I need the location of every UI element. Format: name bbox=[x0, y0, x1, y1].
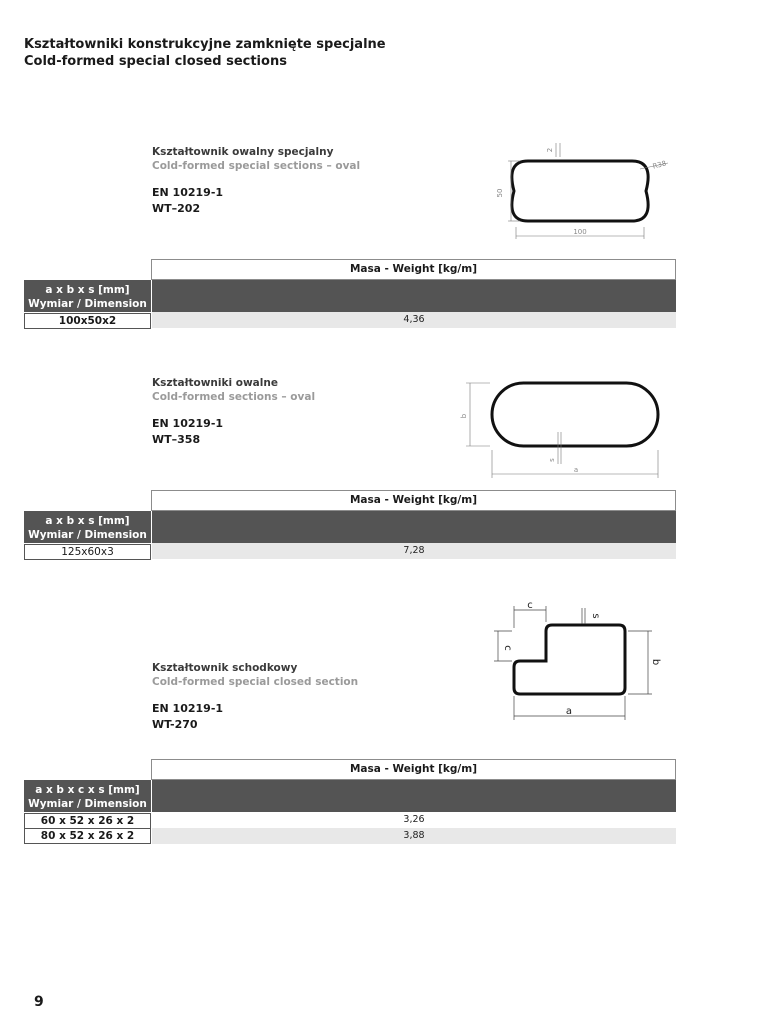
section-1-dim-w: 100 bbox=[573, 228, 587, 236]
section-3-row-2-dim: 80 x 52 x 26 x 2 bbox=[24, 828, 151, 844]
section-2-dim-label-2: Wymiar / Dimension bbox=[28, 529, 147, 541]
section-3-row-2-weight: 3,88 bbox=[152, 828, 676, 844]
title-polish: Kształtowniki konstrukcyjne zamknięte specjalne bbox=[24, 37, 386, 52]
section-1-dim-h: 50 bbox=[496, 188, 504, 198]
section-2-table-header: Masa - Weight [kg/m] bbox=[151, 490, 676, 511]
section-3-row-1-dim: 60 x 52 x 26 x 2 bbox=[24, 813, 151, 829]
section-3-table-header: Masa - Weight [kg/m] bbox=[151, 759, 676, 780]
section-2-header-band bbox=[152, 511, 676, 543]
section-3-drawing bbox=[490, 598, 670, 722]
section-3-dim-a: a bbox=[565, 706, 573, 717]
section-3-dim-label-2: Wymiar / Dimension bbox=[28, 798, 147, 810]
section-3-dim-c-top: c bbox=[527, 600, 533, 611]
section-1-name-en: Cold-formed special sections – oval bbox=[152, 160, 361, 172]
section-1-row-dim: 100x50x2 bbox=[24, 313, 151, 329]
section-2-description bbox=[152, 376, 315, 448]
section-1-dim-label bbox=[24, 280, 151, 312]
section-2-dim-b: b bbox=[460, 413, 468, 419]
section-1-dim-s: 2 bbox=[546, 147, 554, 153]
section-2-dim-a: a bbox=[573, 466, 579, 474]
section-1-header-band bbox=[152, 280, 676, 312]
section-3-dim-s: s bbox=[590, 613, 601, 619]
section-2-name-pl: Kształtowniki owalne bbox=[152, 377, 278, 389]
section-2-name-en: Cold-formed sections – oval bbox=[152, 391, 316, 403]
section-3-row-1-weight: 3,26 bbox=[403, 814, 425, 825]
section-3-description bbox=[152, 661, 358, 733]
section-2-standard: EN 10219-1 bbox=[152, 417, 224, 430]
section-1-dim-label-2: Wymiar / Dimension bbox=[28, 298, 147, 310]
section-1-description bbox=[152, 145, 360, 217]
section-2-row-dim: 125x60x3 bbox=[24, 544, 151, 560]
section-2-dim-s: s bbox=[548, 458, 556, 462]
section-2-row-weight: 7,28 bbox=[152, 543, 676, 559]
section-3-header-band bbox=[152, 780, 676, 812]
section-3-name-pl: Kształtownik schodkowy bbox=[152, 662, 298, 674]
section-3-dim-label-1: a x b x c x s [mm] bbox=[35, 784, 140, 796]
page-title bbox=[24, 36, 386, 70]
section-1-name-pl: Kształtownik owalny specjalny bbox=[152, 146, 334, 158]
section-1-code: WT–202 bbox=[152, 202, 201, 215]
section-1-standard: EN 10219-1 bbox=[152, 186, 224, 199]
section-1-row-weight: 4,36 bbox=[152, 312, 676, 328]
section-1-dim-label-1: a x b x s [mm] bbox=[45, 284, 130, 296]
section-2-drawing bbox=[460, 376, 670, 480]
page-number: 9 bbox=[34, 994, 44, 1010]
section-1-dim-r: R38 bbox=[651, 159, 668, 171]
title-english: Cold-formed special closed sections bbox=[24, 54, 287, 69]
section-1-table-header: Masa - Weight [kg/m] bbox=[151, 259, 676, 280]
section-1-drawing bbox=[490, 135, 680, 245]
section-2-dim-label-1: a x b x s [mm] bbox=[45, 515, 130, 527]
section-2-dim-label bbox=[24, 511, 151, 543]
section-3-dim-b: b bbox=[650, 658, 661, 666]
section-3-dim-label bbox=[24, 780, 151, 812]
section-3-standard: EN 10219-1 bbox=[152, 702, 224, 715]
section-3-dim-c-left: c bbox=[502, 645, 513, 651]
section-3-name-en: Cold-formed special closed section bbox=[152, 676, 359, 688]
section-2-code: WT–358 bbox=[152, 433, 201, 446]
section-3-code: WT-270 bbox=[152, 718, 198, 731]
